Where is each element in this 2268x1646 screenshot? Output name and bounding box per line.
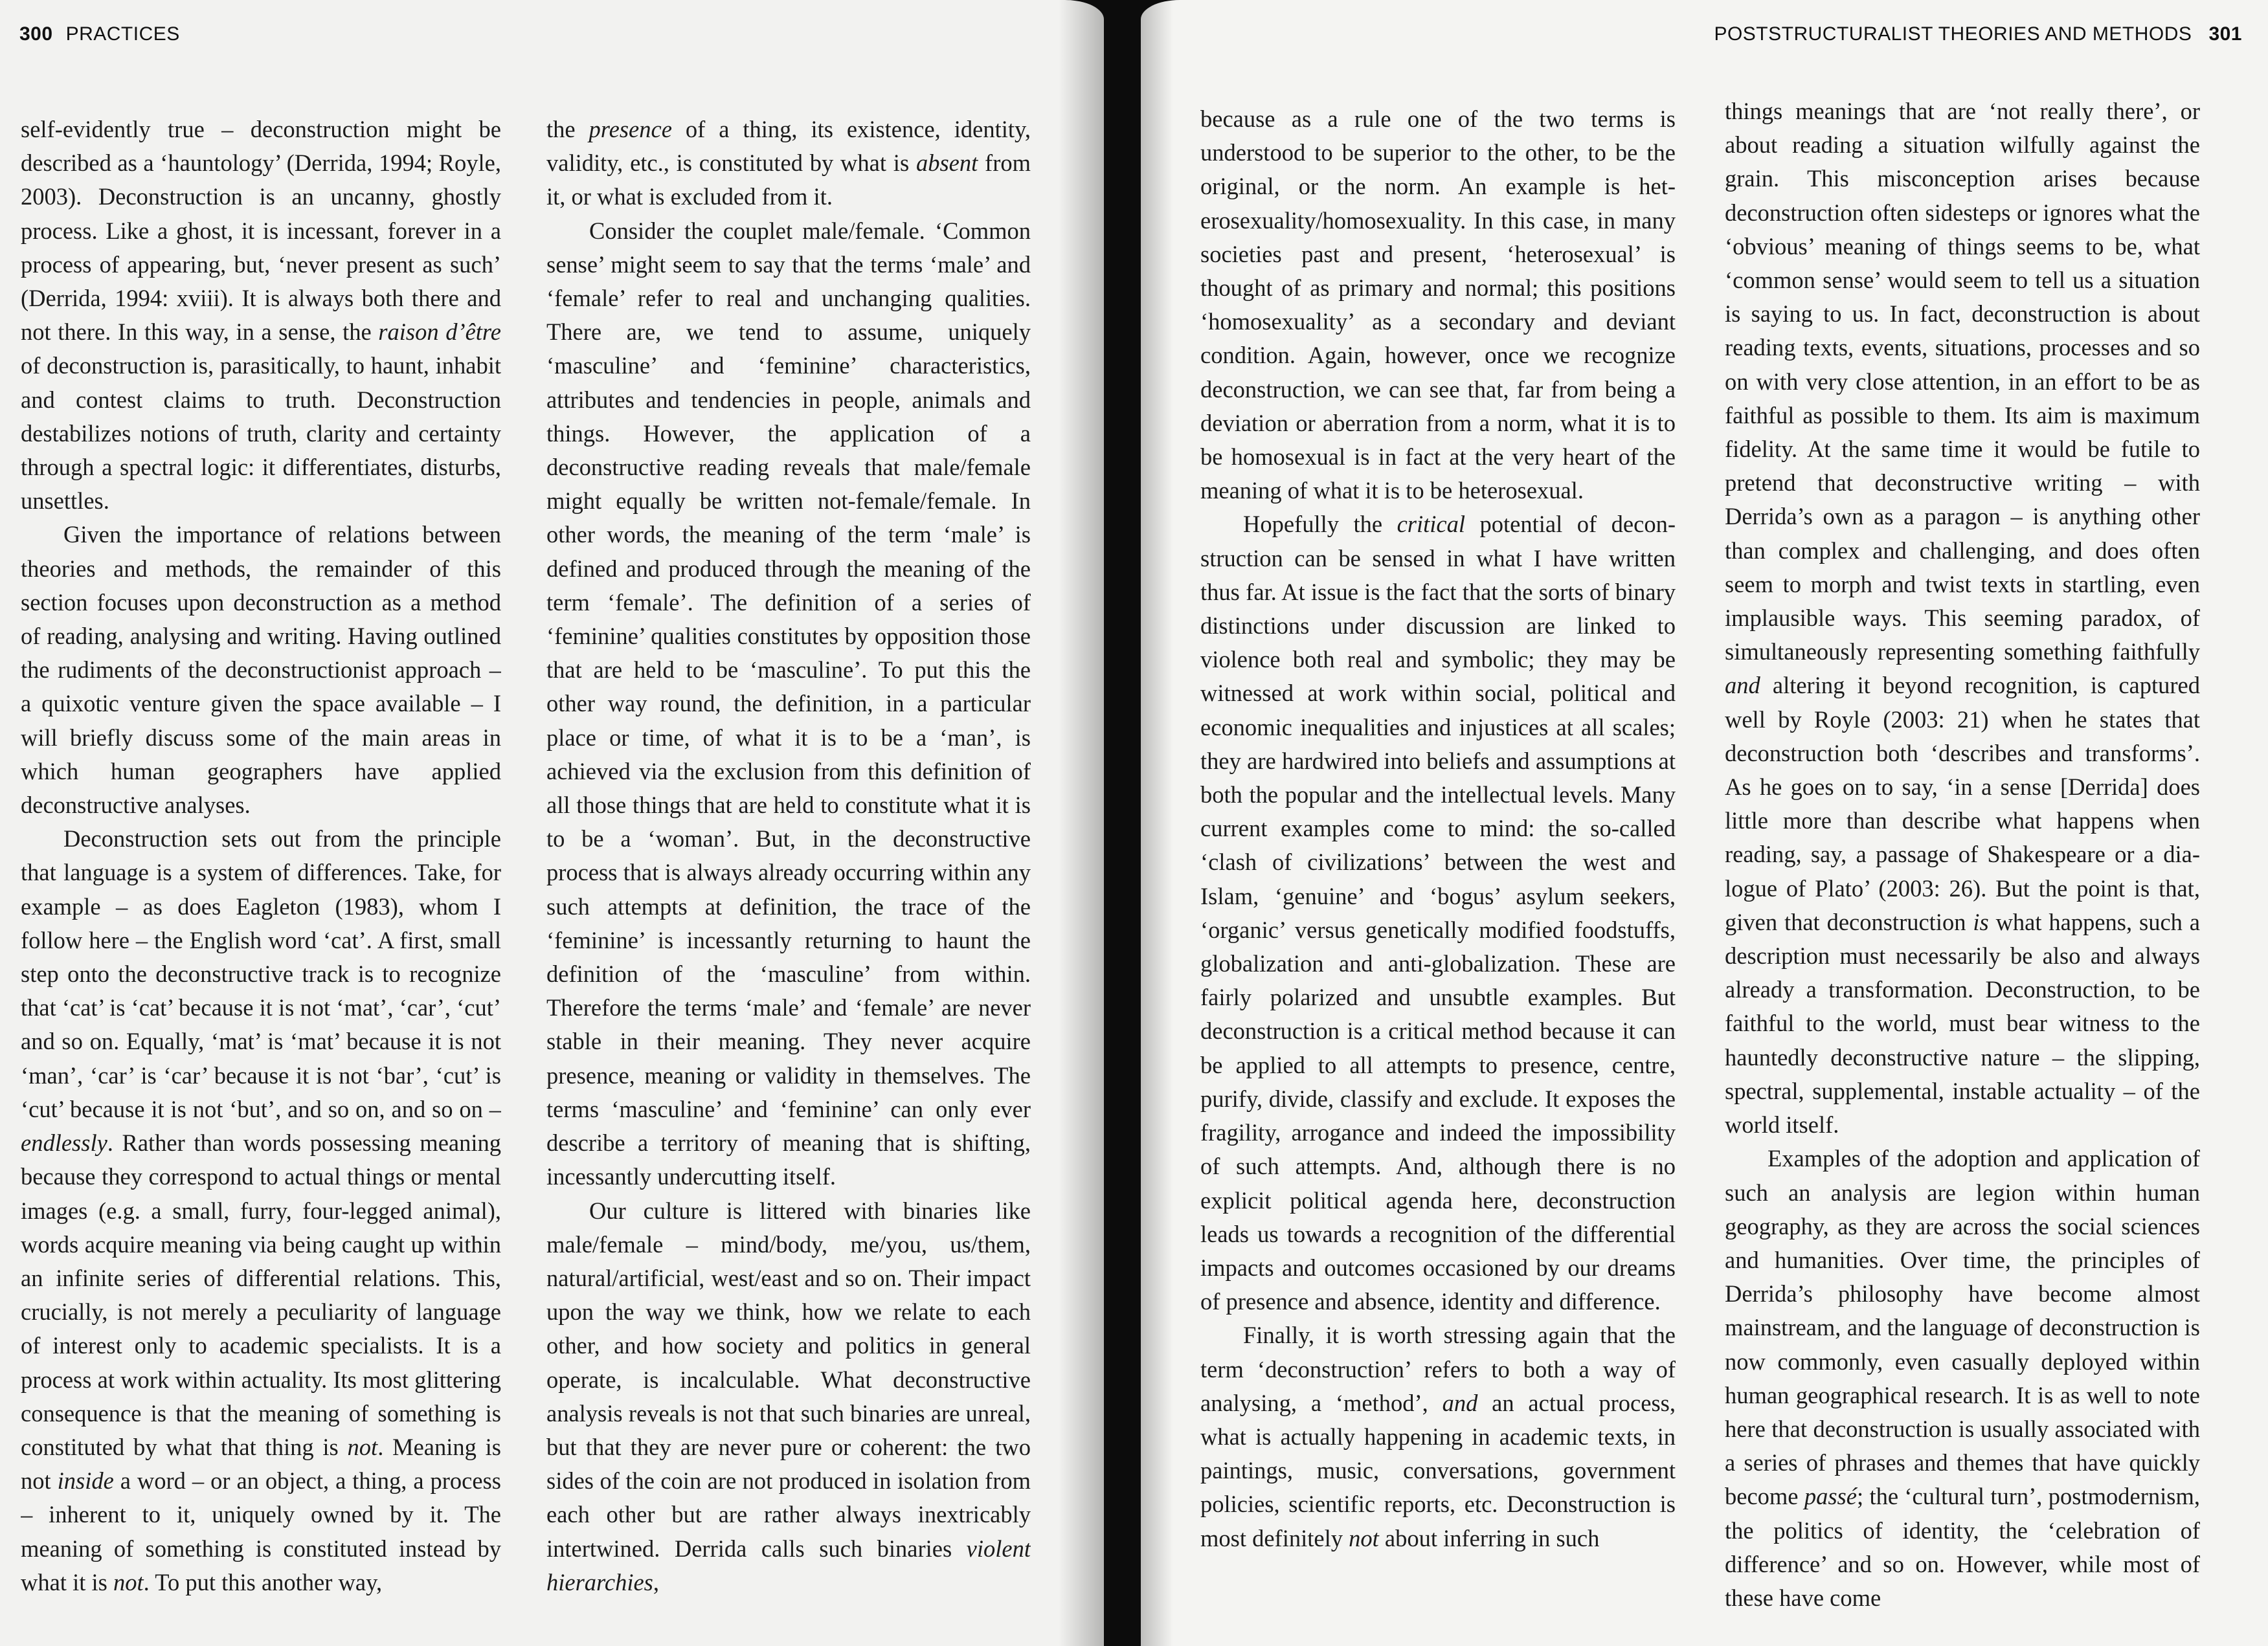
text-run: Consider the couplet male/female. ‘Common sense’ might seem to say that the terms ‘male’ and ‘female’ refer to real and unchanging qualities. There are, we tend to assume, uniquely ‘masculine’ and ‘feminine’ characteristics, attributes and tendencies in people, animals and things. However, the application of a deconstructive reading reveals that male/female might equally be written not-female/female. In other words, the meaning of the term ‘male’ is defined and produced through the meaning of the term ‘female’. The definition of a series of ‘feminine’ qualities constitutes by opposition those that are held to be ‘masculine’. To put this the other way round, the definition, in a particular place or time, of what it is to be a ‘man’, is achieved via the exclusion from this definition of all those things that are held to constitute what it is to be a ‘woman’. But, in the deconstructive process that is always already occurring within any such attempts at definition, the trace of the ‘feminine’ is incessantly returning to haunt the definition of the ‘masculine’ from within. Therefore the terms ‘male’ and ‘female’ are never stable in their meaning. They never acquire presence, meaning or validity in themselves. The terms ‘masculine’ and ‘feminine’ can only ever describe a territory of meaning that is shifting, incessantly undercutting itself. [546,217,1031,1190]
text-run: a word – or an object, a thing, a process – inherent to it, uniquely owned by it. The meaning of something is constituted instead by what it is [21,1467,501,1596]
paragraph [1200,507,1676,1318]
text-column-4 [1725,95,2200,1628]
paragraph [21,518,501,822]
left-running-head [19,23,180,45]
right-section-title: POSTSTRUCTURALIST THEORIES AND METHODS [1714,23,2192,45]
paragraph [1725,1142,2200,1615]
text-column-1 [21,113,501,1646]
paragraph [1200,102,1676,507]
spine-shadow [1059,0,1104,1646]
left-page-number: 300 [19,23,53,45]
text-run: from it, or what is excluded from it. [546,150,1031,210]
text-run: an actual process, what is actually happening in academic texts, in paintings, music, conversations, government policies, scientific reports, etc. Deconstruction is most definitely [1200,1389,1676,1551]
italic-text: not [1349,1524,1379,1551]
italic-text: and [1442,1389,1478,1416]
italic-text: inside [57,1467,114,1495]
italic-text: endlessly [21,1129,107,1157]
text-run: Given the importance of relations between theories and methods, the remainder of this section focuses upon deconstruction as a method of reading, analysing and writing. Having outlined the rudiments of the deconstructionist approach – a quixotic venture given the space available – I will briefly discuss some of the main areas in which human geographers have applied deconstructive analyses. [21,521,501,819]
text-run: . Meaning is not [21,1433,501,1495]
text-run: what happens, such a description must necessarily be also and always already a transformation. Deconstruction, to be faithful to the world, must bear witness to the hauntedly deconstructive nature – the slipping, spectral, supplemental, instable actuality – of the world itself. [1725,908,2200,1139]
text-run: things meanings that are ‘not really there’, or about reading a situation wilfully against the grain. This misconception arises because deconstruction often sidesteps or ignores what the ‘obvious’ meaning of things seems to be, what ‘common sense’ would seem to tell us a situation is saying to us. In fact, deconstruction is about reading texts, events, situations, processes and so on with very close attention, in an effort to be as faithful as possible to them. Its aim is maximum fidelity. At the same time it would be futile to pretend that deconstructive writing – with Derrida’s own as a paragon – is anything other than complex and challenging, and does often seem to morph and twist texts in startling, even implausible ways. This seeming paradox, of simultaneously representing something faithfully [1725,98,2200,665]
text-run: self-evidently true – deconstruction might be described as a ‘hauntology’ (Derrida, 1994; Royle, 2003). Deconstruction is an uncanny, ghostly process. Like a ghost, it is incessant, forever in a process of appearing, but, ‘never present as such’ (Derrida, 1994: xviii). It is always both there and not there. In this way, in a sense, the [21,116,501,346]
text-run: of a thing, its existence, identity, validity, etc., is constituted by what is [546,116,1031,177]
italic-text: critical [1397,511,1466,538]
italic-text: raison d’être [378,318,501,346]
italic-text: violent hierarchies [546,1535,1031,1596]
text-run: because as a rule one of the two terms is understood to be superior to the other, to be the original, or the norm. An example is heterosexuality/homosexuality. In this case, in many societies past and present, ‘heterosexual’ is thought of as primary and normal; this positions ‘homosexuality’ as a secondary and deviant condition. Again, however, once we recognize deconstruction, we can see that, far from being a deviation or aberration from a norm, what it is to be homosexual is in fact at the very heart of the meaning of what it is to be heterosexual. [1200,106,1676,504]
text-run: altering it beyond recognition, is captured well by Royle (2003: 21) when he states that deconstruction both ‘describes and transforms’. As he goes on to say, ‘in a sense [Derrida] does little more than describe what happens when reading, say, a passage of Shakespeare or a dialogue of Plato’ (2003: 26). But the point is that, given that deconstruction [1725,672,2200,935]
text-run: about inferring in such [1378,1524,1600,1551]
paragraph [546,113,1031,214]
paragraph [1725,95,2200,1142]
italic-text: passé [1804,1483,1857,1510]
paragraph [546,1194,1031,1599]
paragraph [21,822,501,1599]
text-column-2 [546,113,1031,1646]
text-run: ; the ‘cultural turn’, postmodernism, the politics of identity, the ‘celebration of difference’ and so on. However, while most of these have come [1725,1483,2200,1611]
spine-shadow [1141,0,1173,1646]
right-page-number: 301 [2208,23,2242,45]
italic-text: absent [915,150,978,177]
text-run: Our culture is littered with binaries like male/female – mind/body, me/you, us/them, natural/artificial, west/east and so on. Their impact upon the way we think, how we relate to each other, and how society and politics in general operate, is incalculable. What deconstructive analysis reveals is not that such binaries are unreal, but that they are never pure or coherent: the two sides of the coin are not produced in isolation from each other but are rather always inextricably intertwined. Derrida calls such binaries [546,1197,1031,1562]
text-run: . To put this another way, [143,1568,383,1596]
italic-text: not [113,1568,144,1596]
text-run: Finally, it is worth stressing again that the term ‘deconstruction’ refers to both a way of analysing, a ‘method’, [1200,1322,1676,1416]
text-run: Hopefully the [1243,511,1397,538]
text-run: of deconstruction is, parasitically, to haunt, inhabit and contest claims to truth. Deconstruction destabilizes notions of truth, clarity and certainty through a spectral logic: it differentiates, disturbs, unsettles. [21,352,501,515]
text-run: , [653,1568,660,1596]
left-section-title: PRACTICES [65,23,180,45]
text-column-3 [1200,102,1676,1636]
italic-text: presence [589,116,672,142]
text-run: Examples of the adoption and application of such an analysis are legion within human geography, as they are across the social sciences and humanities. Over time, the principles of Derrida’s philosophy have become almost mainstream, and the language of deconstruction is now commonly, even casually deployed within human geographical research. It is as well to note here that deconstruction is usually associated with a series of phrases and themes that have quickly become [1725,1145,2200,1510]
text-run: . Rather than words possessing meaning because they correspond to actual things or mental images (e.g. a small, furry, four-legged animal), words acquire meaning via being caught up within an infinite series of differential relations. This, crucially, is not merely a peculiarity of language of interest only to academic specialists. It is a process at work within actuality. Its most glittering consequence is that the meaning of something is constituted by what that thing is [21,1129,501,1460]
paragraph [1200,1318,1676,1555]
italic-text: is [1973,908,1989,935]
paragraph [21,113,501,518]
left-page [0,0,1104,1646]
right-running-head [1714,23,2242,45]
right-page [1141,0,2268,1646]
text-run: the [546,116,589,142]
text-run: Deconstruction sets out from the principle that language is a system of differences. Take, for example – as does Eagleton (1983), whom I follow here – the English word ‘cat’. A first, small step onto the deconstructive track is to recognize that ‘cat’ is ‘cat’ because it is not ‘mat’, ‘car’, ‘cut’ and so on. Equally, ‘mat’ is ‘mat’ because it is not ‘man’, ‘car’ is ‘car’ because it is not ‘bar’, ‘cut’ is ‘cut’ because it is not ‘but’, and so on, and so on – [21,825,501,1122]
italic-text: not [347,1433,378,1460]
text-run: potential of deconstruction can be sensed in what I have written thus far. At issue is the fact that the sorts of binary distinctions under discussion are linked to violence both real and symbolic; they may be witnessed at work within social, political and economic inequalities and injustices at all scales; they are hardwired into beliefs and assumptions at both the popular and the intellectual levels. Many current examples come to mind: the so-called ‘clash of civilizations’ between the west and Islam, ‘genuine’ and ‘bogus’ asylum seekers, ‘organic’ versus genetically modified foodstuffs, globalization and anti-globalization. These are fairly polarized and unsubtle examples. But deconstruction is a critical method because it can be applied to all attempts to presence, centre, purify, divide, classify and exclude. It exposes the fragility, arrogance and indeed the impossibility of such attempts. And, although there is no explicit political agenda here, deconstruction leads us towards a recognition of the differential impacts and outcomes occasioned by our dreams of presence and absence, identity and difference. [1200,511,1676,1315]
paragraph [546,214,1031,1194]
italic-text: and [1725,672,1760,699]
